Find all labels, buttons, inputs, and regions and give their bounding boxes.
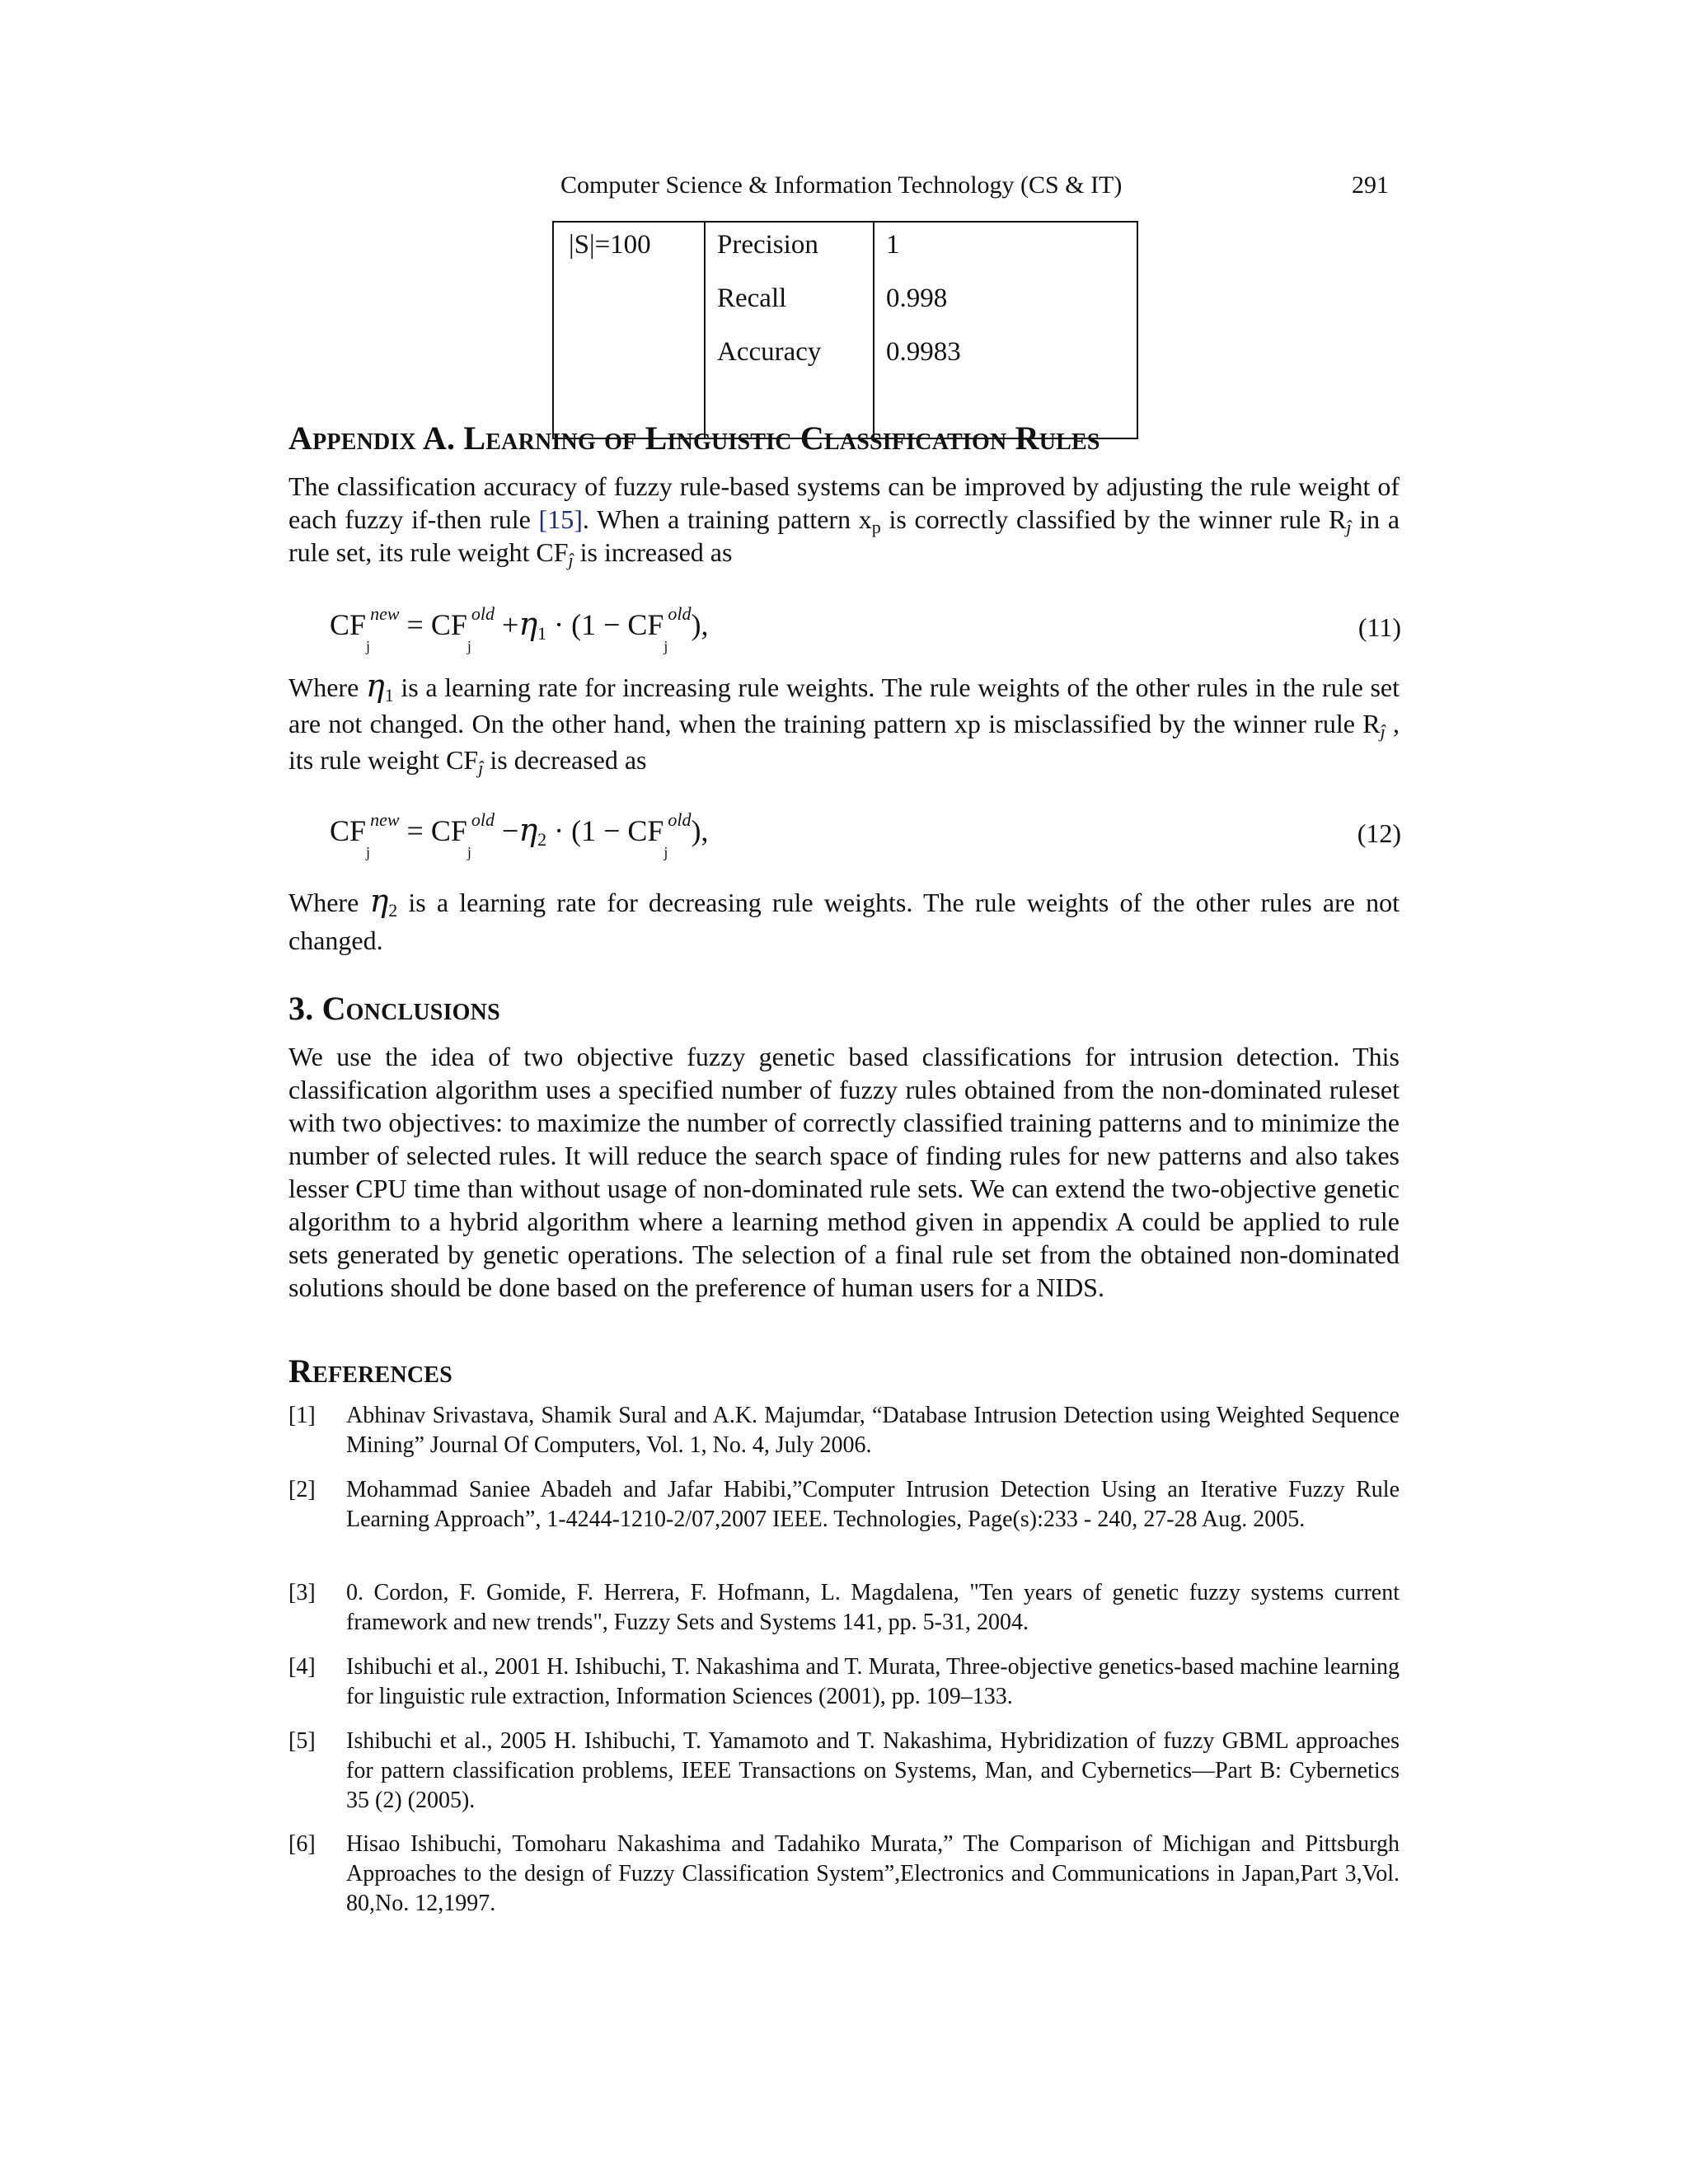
reference-item: [3] 0. Cordon, F. Gomide, F. Herrera, F. Hofmann, L. Magdalena, "Ten years of genetic fuzzy systems current framework and new trends", Fuzzy Sets and Systems 141, pp. 5-31, 2004. (288, 1580, 1400, 1635)
table-metric-cell: Precision (705, 222, 874, 276)
table-value-cell: 0.9983 (874, 330, 1137, 383)
table-metric-cell: Recall (705, 276, 874, 330)
appendix-paragraph-3: Where $\eta_2$ is a learning rate for decreasing rule weights. The rule weights of the other rules are not changed. (288, 883, 1400, 955)
citation-link[interactable]: [15] (538, 504, 583, 534)
table-metric-cell: Accuracy (705, 330, 874, 383)
reference-item: [4] Ishibuchi et al., 2001 H. Ishibuchi, T. Nakashima and T. Murata, Three-objective genetics-based machine learning for linguistic rule extraction, Information Sciences (2001), pp. 109–133. (288, 1654, 1400, 1709)
appendix-paragraph-1: The classification accuracy of fuzzy rule-based systems can be improved by adjusting the rule weight of each fuzzy if-then rule [15]. When a training pattern $x_p$ is correctly classified by the winner rule $R_ĵ$ in a rule set, its rule weight $CF_ĵ$ is increased as (288, 471, 1400, 570)
conclusions-paragraph: We use the idea of two objective fuzzy genetic based classifications for intrusion detection. This classification algorithm uses a specified number of fuzzy rules obtained from the non-dominated ruleset with two objectives: to maximize the number of correctly classified training patterns and to minimize the number of selected rules. It will reduce the search space of finding rules for new patterns and also takes lesser CPU time than without usage of non-dominated rule sets. We can extend the two-objective genetic algorithm to a hybrid algorithm where a learning method given in appendix A could be applied to rule sets generated by genetic operations. The selection of a final rule set from the obtained non-dominated solutions should be done based on the preference of human users for a NIDS. (288, 1042, 1400, 1302)
table-value-cell: 1 (874, 222, 1137, 276)
equation-number: (11) (1357, 612, 1401, 642)
reference-item: [6] Hisao Ishibuchi, Tomoharu Nakashima and Tadahiko Murata,” The Comparison of Michigan and Pittsburgh Approaches to the design of Fuzzy Classification System”,Electronics and Communications in Japan,Part 3,Vol. 80,No. 12,1997. (288, 1831, 1400, 1916)
appendix-paragraph-2: Where $\eta_1$ is a learning rate for increasing rule weights. The rule weights of the other rules in the rule set are not changed. On the other hand, when the training pattern xp is misclassified by the winner rule $R_ĵ$ , its rule weight $CF_ĵ$ is decreased as (288, 668, 1400, 778)
references-heading: References (288, 1352, 452, 1390)
table-row (553, 276, 1137, 330)
conclusions-heading: 3. Conclusions (288, 990, 500, 1027)
table-row (553, 330, 1137, 383)
appendix-heading: Appendix A. Learning of Linguistic Classification Rules (288, 419, 1100, 457)
reference-item: [5] Ishibuchi et al., 2005 H. Ishibuchi, T. Yamamoto and T. Nakashima, Hybridization of fuzzy GBML approaches for pattern classification problems, IEEE Transactions on Systems, Man, and Cybernetics—Part B: Cybernetics 35 (2) (2005). (288, 1728, 1400, 1813)
results-table (552, 221, 1138, 439)
page-number: 291 (1352, 171, 1389, 199)
table-value-cell: 0.998 (874, 276, 1137, 330)
equation-11: $CF_j^{new} = CF_j^{old} +\eta_1 \cdot (1 - CF_j^{old})$, (11) (330, 603, 1401, 654)
reference-item: [1] Abhinav Srivastava, Shamik Sural and A.K. Majumdar, “Database Intrusion Detection using Weighted Sequence Mining” Journal Of Computers, Vol. 1, No. 4, July 2006. (288, 1403, 1400, 1458)
equation-number: (12) (1357, 818, 1401, 848)
table-row (553, 222, 1137, 276)
running-header-title: Computer Science & Information Technology (CS & IT) (560, 171, 1123, 199)
equation-12: $CF_j^{new} = CF_j^{old} -\eta_2 \cdot (1 - CF_j^{old})$, (12) (330, 809, 1401, 860)
reference-item: [2] Mohammad Saniee Abadeh and Jafar Habibi,”Computer Intrusion Detection Using an Iterative Fuzzy Rule Learning Approach”, 1-4244-1210-2/07,2007 IEEE. Technologies, Page(s):233 - 240, 27-28 Aug. 2005. (288, 1477, 1400, 1532)
table-group-label: |S|=100 (553, 222, 705, 276)
